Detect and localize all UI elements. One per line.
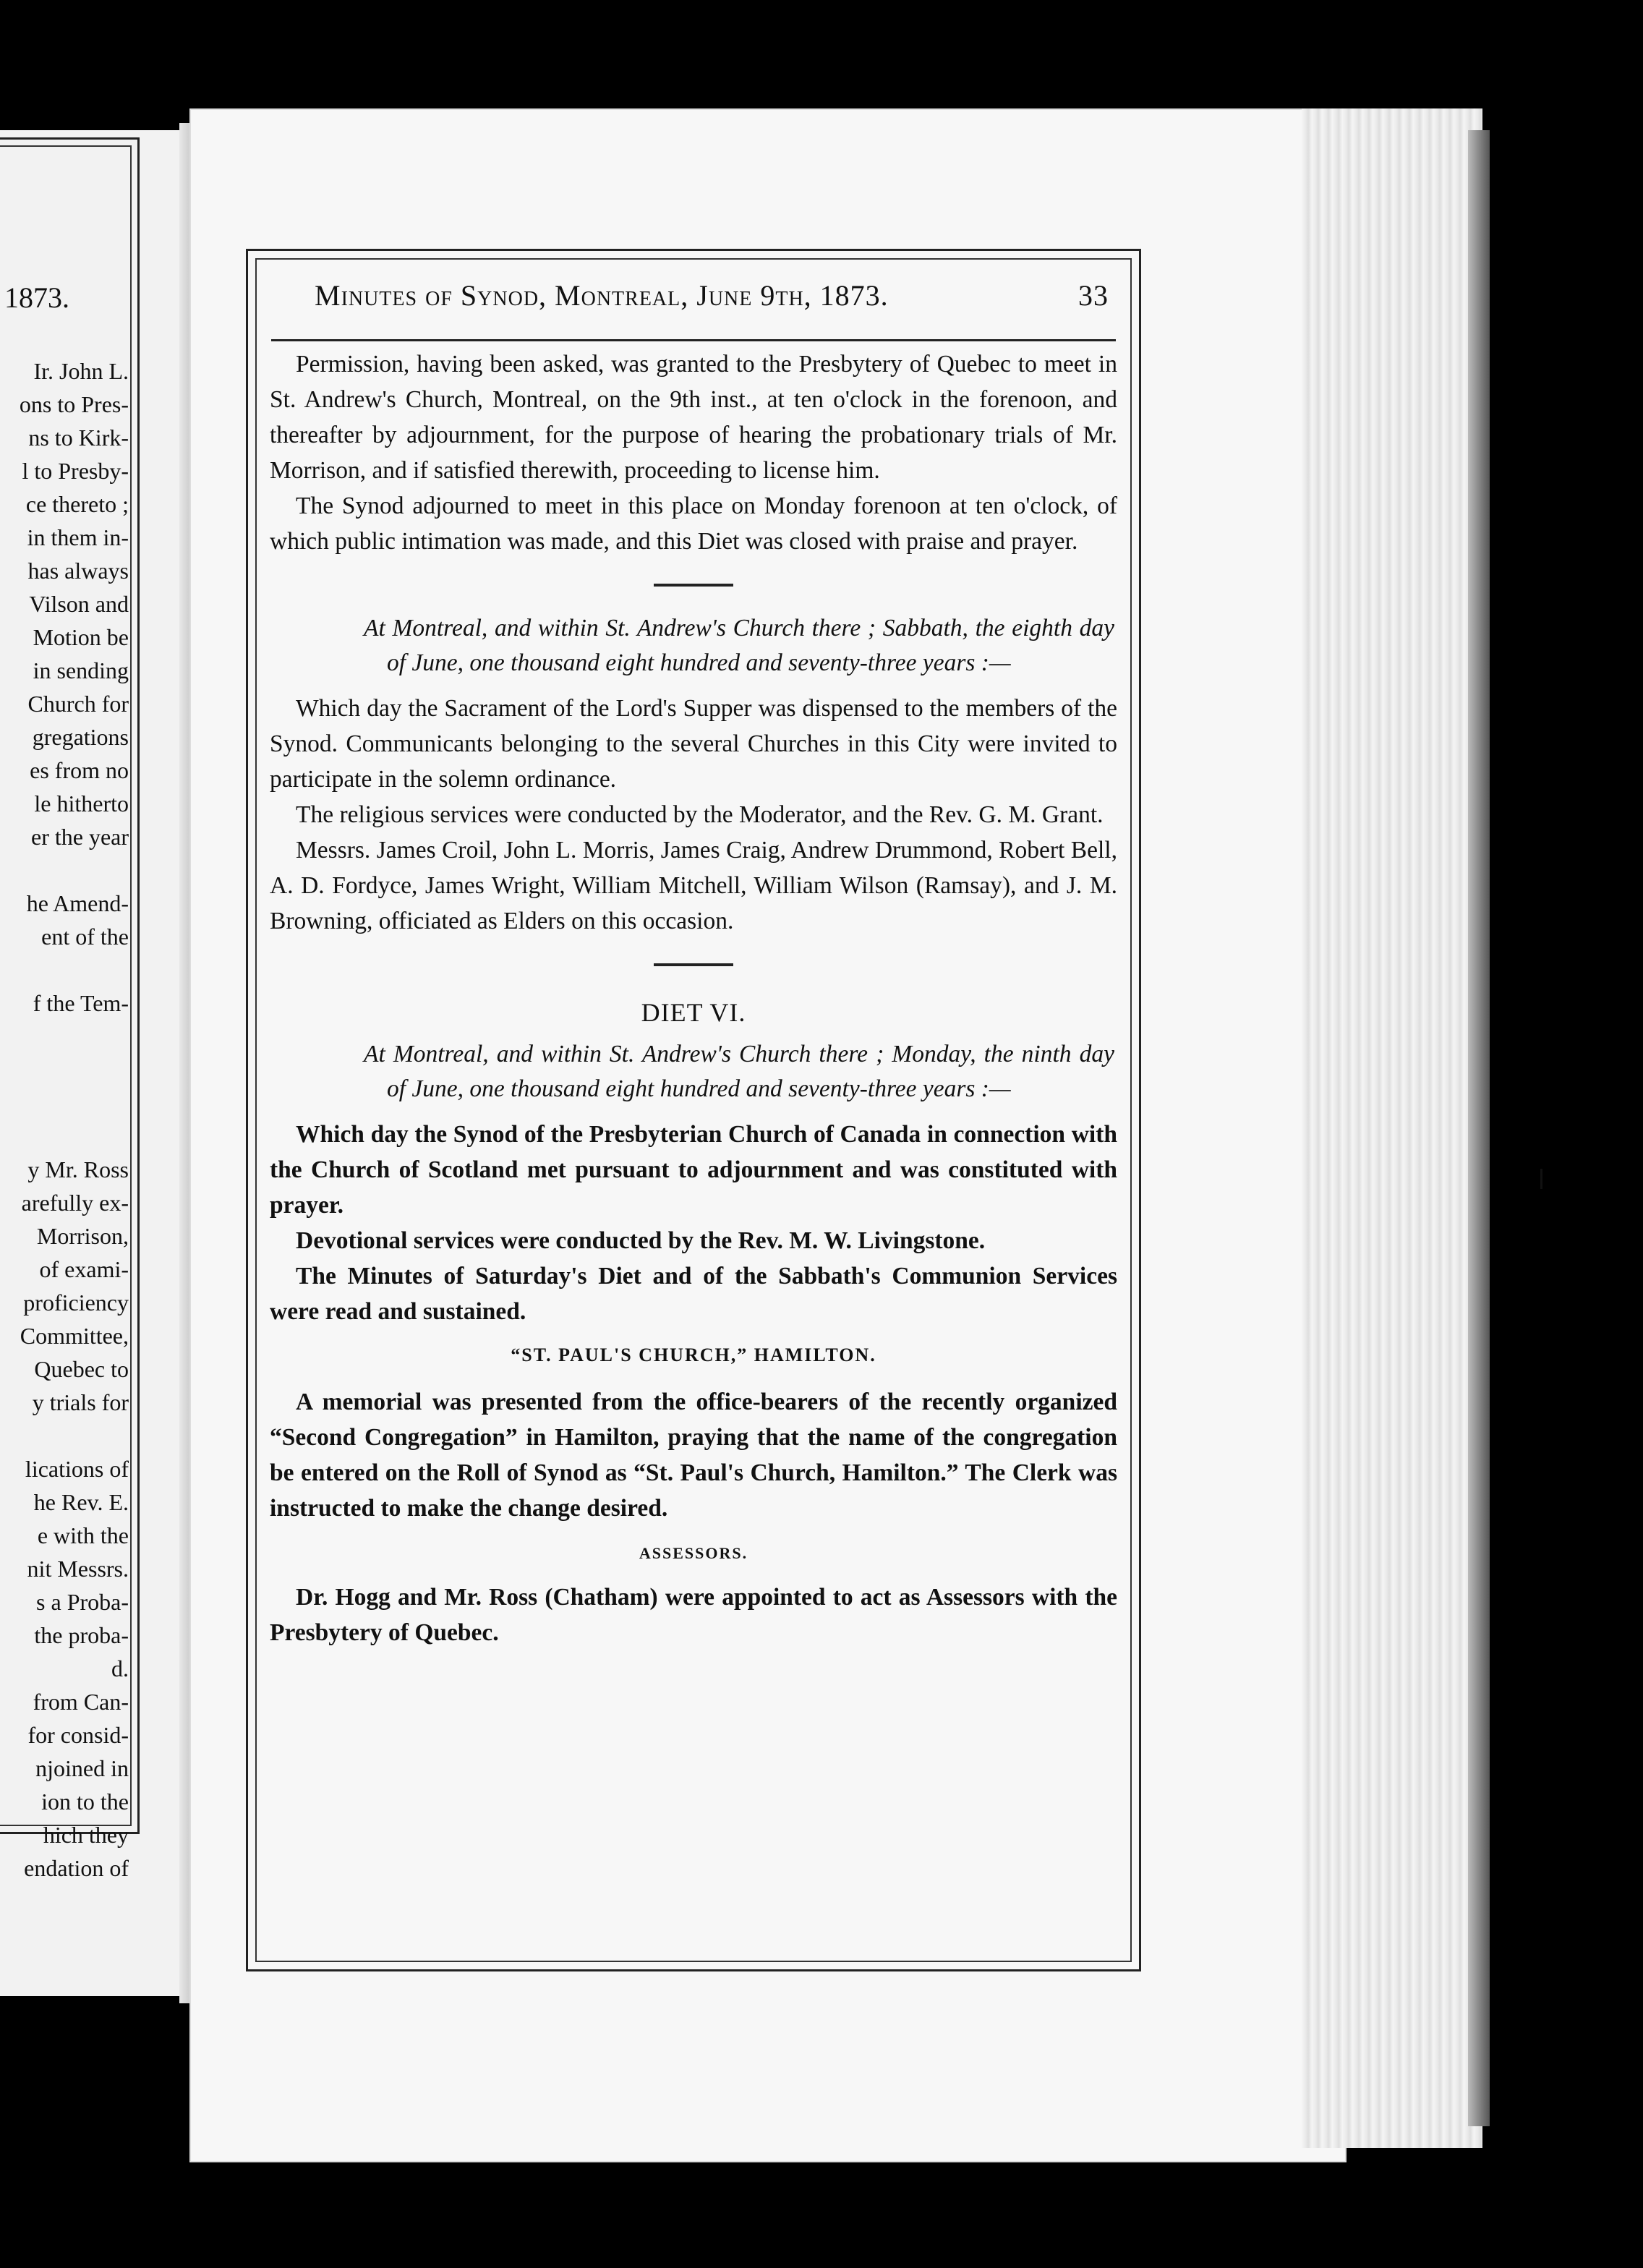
previous-page-line: ce thereto ; — [25, 491, 129, 517]
page-number: 33 — [1078, 279, 1109, 312]
paragraph-synod-met: Which day the Synod of the Presbyterian Church of Canada in connection with the Church of Scotland met pursuant to adjournment and was constituted with prayer. — [270, 1121, 1117, 1219]
previous-page-line: Morrison, — [36, 1223, 129, 1249]
paragraph-devotional-services: Devotional services were conducted by the Rev. M. W. Livingstone. — [296, 1227, 986, 1254]
previous-page-line: y Mr. Ross — [27, 1156, 129, 1182]
paragraph-memorial: A memorial was presented from the office-bearers of the recently organized “Second Congregation” in Hamilton, praying that the name of the congregation be entered on the Roll of Synod as “St. Paul's Church, Hamilton.” The Clerk was instructed to make the change desired. — [270, 1389, 1117, 1522]
previous-page-line: arefully ex- — [21, 1190, 129, 1216]
previous-page-line: Motion be — [33, 624, 129, 650]
previous-page-line: proficiency — [23, 1289, 129, 1316]
page-stack-shadow — [1468, 130, 1490, 2126]
previous-page-line: le hitherto — [34, 790, 129, 817]
previous-page-line: es from no — [30, 757, 129, 783]
previous-page-line: ons to Pres- — [19, 391, 129, 417]
previous-page-line: from Can- — [33, 1689, 129, 1715]
paragraph-presbytery-permission: Permission, having been asked, was granted to the Presbytery of Quebec to meet in St. Andrew's Church, Montreal, on the 9th inst., at ten o'clock in the forenoon, and thereafter by adjournment, for the purpose of hearing the probationary trials of Mr. Morrison, and if satisfied therewith, proceeding to license him. — [270, 351, 1117, 484]
page-title: Minutes of Synod, Montreal, June 9th, 1873. — [315, 279, 889, 312]
paragraph-minutes-read: The Minutes of Saturday's Diet and of the Sabbath's Communion Services were read and sustained. — [270, 1263, 1117, 1325]
previous-page-line: ent of the — [41, 924, 129, 950]
previous-page-line: f the Tem- — [33, 990, 129, 1016]
paragraph-elders: Messrs. James Croil, John L. Morris, James Craig, Andrew Drummond, Robert Bell, A. D. Fordyce, James Wright, William Mitchell, William Wilson (Ramsay), and J. M. Browning, officiated as Elders on this occasion. — [270, 837, 1117, 934]
previous-page-line: ns to Kirk- — [28, 425, 129, 451]
previous-page-line — [0, 1086, 129, 1120]
previous-page-line: the proba- — [34, 1622, 129, 1648]
previous-page-line — [0, 1120, 129, 1153]
previous-page-year: 1873. — [4, 281, 69, 314]
previous-page-line: Quebec to — [34, 1356, 129, 1382]
previous-page-line — [0, 1419, 129, 1452]
paragraph-religious-services: The religious services were conducted by the Moderator, and the Rev. G. M. Grant. — [296, 801, 1104, 828]
paragraph-lords-supper: Which day the Sacrament of the Lord's Supper was dispensed to the members of the Synod. Communicants belonging to the several Churches in this City were invited to participate in the solemn ordinance. — [270, 695, 1117, 793]
previous-page-line: in them in- — [27, 524, 129, 550]
previous-page-line: ion to the — [41, 1789, 129, 1815]
diet-heading: DIET VI. — [641, 998, 746, 1027]
dateline-sabbath: At Montreal, and within St. Andrew's Church there ; Sabbath, the eighth day of June, one thousand eight hundred and seventy-three years :— — [364, 615, 1114, 676]
previous-page-line: hich they — [43, 1822, 129, 1848]
section-rule — [654, 584, 733, 587]
header-rule — [271, 339, 1116, 341]
previous-page-line: endation of — [24, 1855, 129, 1881]
previous-page-line: gregations — [32, 724, 129, 750]
previous-page-line: d. — [111, 1655, 129, 1681]
paragraph-synod-adjourned: The Synod adjourned to meet in this place on Monday forenoon at ten o'clock, of which public intimation was made, and this Diet was closed with praise and prayer. — [270, 493, 1117, 555]
running-head — [271, 278, 1116, 322]
paragraph-assessors: Dr. Hogg and Mr. Ross (Chatham) were appointed to act as Assessors with the Presbytery of Quebec. — [270, 1584, 1117, 1646]
dateline-monday: At Montreal, and within St. Andrew's Church there ; Monday, the ninth day of June, one thousand eight hundred and seventy-three years :— — [364, 1041, 1114, 1102]
section-rule — [654, 963, 733, 966]
previous-page-line: of exami- — [39, 1256, 129, 1282]
previous-page-line — [0, 953, 129, 986]
scan-mark — [1540, 1169, 1542, 1189]
previous-page-line: nit Messrs. — [27, 1556, 129, 1582]
previous-page-line: lications of — [25, 1456, 129, 1482]
previous-page-line: in sending — [33, 657, 129, 683]
previous-page-line: Vilson and — [29, 591, 129, 617]
previous-page-line: Church for — [27, 691, 129, 717]
previous-page-line: s a Proba- — [36, 1589, 129, 1615]
previous-page-line — [0, 1020, 129, 1053]
page-body — [270, 346, 1117, 1650]
previous-page-line: he Rev. E. — [33, 1489, 129, 1515]
previous-page-line: er the year — [30, 824, 129, 850]
previous-page-line: for consid- — [27, 1722, 129, 1748]
section-heading-assessors: ASSESSORS. — [639, 1544, 748, 1562]
previous-page-line: has always — [27, 558, 129, 584]
previous-page-line — [0, 853, 129, 887]
previous-page-line: njoined in — [35, 1755, 129, 1781]
previous-page-line — [0, 1053, 129, 1086]
page-border — [246, 249, 1141, 1971]
previous-page-line: y trials for — [32, 1389, 129, 1415]
previous-page-line: he Amend- — [26, 890, 129, 916]
section-heading-st-pauls: “ST. PAUL'S CHURCH,” HAMILTON. — [511, 1344, 876, 1365]
previous-page-line: Ir. John L. — [33, 358, 129, 384]
page-stack-edge — [1302, 108, 1482, 2148]
previous-page-text — [0, 354, 129, 1885]
previous-page-line: l to Presby- — [22, 458, 129, 484]
previous-page-line: e with the — [37, 1522, 129, 1548]
previous-page-line: Committee, — [20, 1323, 129, 1349]
